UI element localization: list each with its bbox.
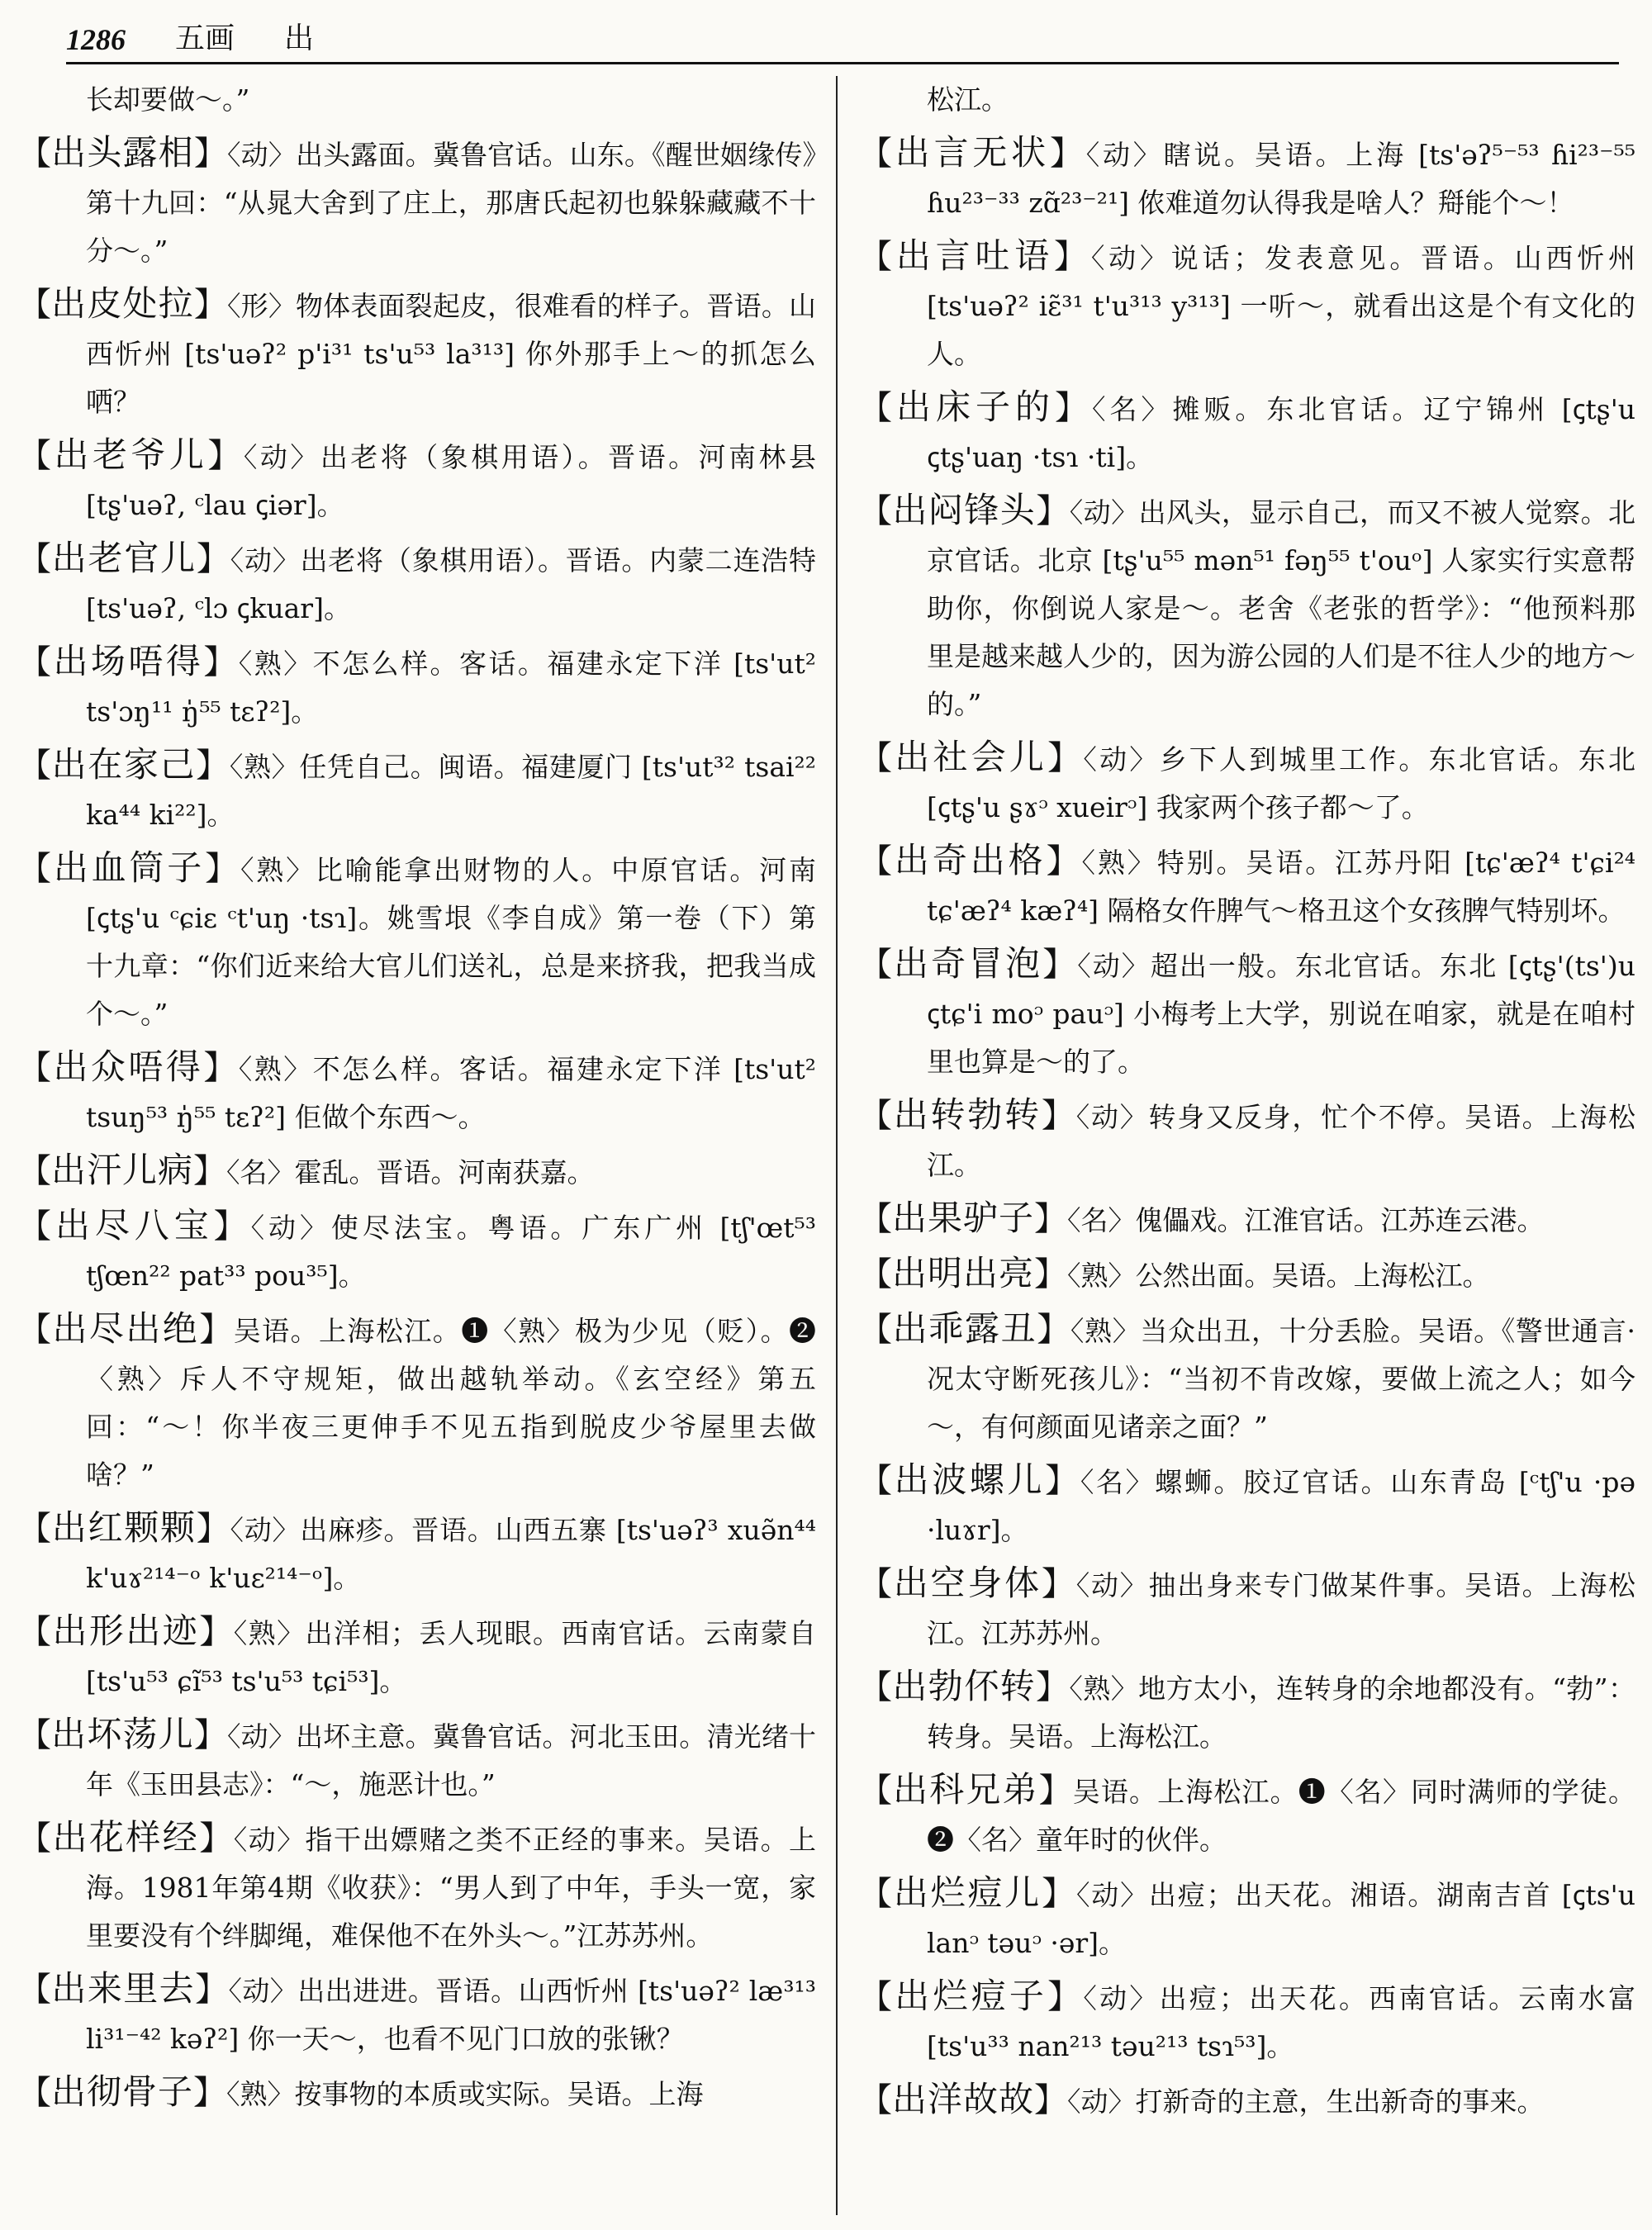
dictionary-entry (18, 1504, 816, 1602)
entry-definition: 〈熟〉比喻能拿出财物的人。中原官话。河南 [ꞔtʂ'u ᶜɕiɛ ᶜt'uŋ ·tsɿ]。姚雪垠《李自成》第一卷（下）第十九章：“你们近来给大官儿们送礼，总是来挤我，把我当成个～。” (86, 854, 816, 1030)
bracket-close: 】 (1054, 238, 1091, 276)
entry-headword: 出场唔得 (53, 641, 204, 681)
entry-definition: 〈名〉螺蛳。胶辽官话。山东青岛 [ᶜtʃ'u ·pə ·luɤr]。 (927, 1466, 1635, 1546)
dictionary-entry (859, 232, 1635, 378)
bracket-open: 【 (859, 1875, 894, 1913)
bracket-close: 】 (1041, 1097, 1076, 1135)
dictionary-entry (859, 1194, 1635, 1245)
bracket-open: 【 (859, 238, 896, 276)
bracket-open: 【 (859, 842, 895, 880)
dictionary-entry (18, 2068, 816, 2118)
entry-headword: 出洋故故 (892, 2079, 1035, 2119)
bracket-close: 】 (213, 1208, 251, 1245)
entry-headword: 出在家己 (51, 744, 197, 785)
entry-headword: 出勃伓转 (892, 1666, 1036, 1706)
entry-headword: 出奇冒泡 (894, 943, 1043, 984)
dictionary-entry (18, 741, 816, 839)
bracket-open: 【 (18, 643, 54, 681)
entry-definition: 〈动〉超出一般。东北官话。东北 [ꞔtʂ'(ts')u ꞔtɕ'i moᵓ pauᵓ] 小梅考上大学，别说在咱家，就是在咱村里也算是～的了。 (927, 950, 1635, 1078)
dictionary-entry (859, 1091, 1635, 1189)
entry-definition: 〈动〉出老将（象棋用语）。晋语。河南林县 [tʂ'uəʔ, ᶜlau ꞔiər]。 (86, 441, 816, 521)
page-number: 1286 (66, 23, 126, 56)
bracket-open: 【 (18, 1152, 51, 1190)
entry-headword: 出言吐语 (895, 235, 1055, 276)
entry-definition: 〈熟〉按事物的本质或实际。吴语。上海 (226, 2078, 704, 2110)
entry-definition: 〈熟〉任凭自己。闽语。福建厦门 [ts'ut³² tsai²² ka⁴⁴ ki²²]。 (86, 751, 816, 831)
dictionary-entry (18, 1814, 816, 1960)
bracket-close: 】 (196, 747, 230, 785)
entry-headword: 出尽八宝 (55, 1205, 214, 1245)
dictionary-entry (859, 837, 1635, 935)
bracket-open: 【 (18, 1820, 53, 1858)
bracket-open: 【 (859, 1668, 893, 1706)
entry-definition: 〈动〉出痘；出天花。西南官话。云南水富 [ts'u³³ nan²¹³ təu²¹³ tsɿ⁵³]。 (927, 1982, 1635, 2062)
bracket-close: 】 (203, 643, 239, 681)
bracket-close: 】 (1046, 842, 1082, 880)
section-label: 五画 (175, 21, 235, 55)
bracket-close: 】 (199, 1311, 234, 1349)
bracket-open: 【 (18, 1510, 52, 1548)
entry-definition: 吴语。上海松江。❶〈名〉同时满师的学徒。❷〈名〉童年时的伙伴。 (927, 1776, 1635, 1856)
dictionary-entry (18, 1965, 816, 2063)
bracket-open: 【 (859, 1200, 892, 1238)
bracket-open: 【 (859, 1097, 894, 1135)
entry-definition: 〈动〉说话；发表意见。晋语。山西忻州 [ts'uəʔ² iɛ̃³¹ t'u³¹³ y³¹³] 一听～，就看出这是个有文化的人。 (927, 242, 1635, 370)
dictionary-entry (859, 1869, 1635, 1967)
bracket-open: 【 (18, 1311, 53, 1349)
entry-headword: 出乖露丑 (892, 1308, 1037, 1349)
entry-headword: 出红颗颗 (51, 1507, 197, 1548)
bracket-close: 】 (193, 135, 227, 173)
entry-definition: 〈熟〉特别。吴语。江苏丹阳 [tɕ'æʔ⁴ t'ɕi²⁴ tɕ'æʔ⁴ kæʔ⁴] 隔格女仵脾气～格丑这个女孩脾气特别坏。 (927, 847, 1635, 927)
bracket-open: 【 (859, 1565, 894, 1603)
dictionary-entry (18, 1146, 816, 1197)
bracket-open: 【 (18, 1049, 54, 1087)
dictionary-entry (18, 1043, 816, 1141)
continuation-text: 松江。 (927, 83, 1009, 116)
entry-headword: 出众唔得 (53, 1046, 204, 1087)
bracket-close: 】 (1042, 946, 1078, 984)
dictionary-entry (18, 1607, 816, 1706)
dictionary-entry (859, 1972, 1635, 2071)
entry-headword: 出烂痘儿 (893, 1872, 1042, 1913)
entry-definition: 〈熟〉出洋相；丢人现眼。西南官话。云南蒙自 [ts'u⁵³ ɕĩ⁵³ ts'u⁵³ tɕi⁵³]。 (86, 1617, 816, 1697)
entry-definition: 〈名〉摊贩。东北官话。辽宁锦州 [ꞔtʂ'u ꞔtʂ'uaŋ ·tsɿ ·ti]。 (927, 393, 1635, 473)
bracket-close: 】 (203, 1049, 239, 1087)
entry-headword: 出明出亮 (892, 1253, 1035, 1293)
bracket-open: 【 (859, 2081, 892, 2119)
column-divider (836, 76, 838, 2215)
bracket-open: 【 (859, 1978, 895, 2016)
left-column (18, 76, 816, 2223)
bracket-close: 】 (1034, 1255, 1068, 1293)
bracket-open: 【 (18, 286, 52, 324)
dictionary-entry (859, 1250, 1635, 1300)
entry-headword: 出烂痘子 (895, 1976, 1048, 2016)
dictionary-entry (859, 383, 1635, 482)
right-entry-list (859, 129, 1635, 2126)
entry-headword: 出来里去 (51, 1968, 196, 2009)
bracket-close: 】 (1041, 1565, 1076, 1603)
bracket-close: 】 (1047, 739, 1084, 777)
bracket-open: 【 (859, 1462, 895, 1500)
bracket-open: 【 (18, 1613, 53, 1651)
bracket-close: 】 (205, 850, 240, 888)
bracket-close: 】 (196, 1510, 230, 1548)
entry-definition: 〈动〉出坏主意。冀鲁官话。河北玉田。清光绪十年《玉田县志》：“～，施恶计也。” (86, 1720, 816, 1801)
entry-headword: 出闷锋头 (892, 490, 1037, 530)
entry-headword: 出彻骨子 (51, 2071, 194, 2112)
entry-definition: 〈熟〉公然出面。吴语。上海松江。 (1067, 1260, 1490, 1292)
bracket-close: 】 (1054, 389, 1092, 427)
bracket-open: 【 (18, 1971, 52, 2009)
dictionary-entry (859, 733, 1635, 832)
entry-headword: 出社会儿 (895, 737, 1048, 777)
dictionary-entry (859, 1766, 1635, 1864)
bracket-open: 【 (859, 135, 895, 173)
dictionary-entry (18, 534, 816, 633)
bracket-close: 】 (1036, 492, 1070, 530)
entry-headword: 出奇出格 (894, 840, 1047, 880)
bracket-close: 】 (199, 1613, 234, 1651)
bracket-close: 】 (1047, 1978, 1084, 2016)
entry-headword: 出果驴子 (892, 1198, 1035, 1238)
entry-headword: 出形出迹 (52, 1611, 200, 1651)
entry-headword: 出尽出绝 (52, 1308, 200, 1349)
bracket-open: 【 (18, 437, 55, 475)
entry-definition: 〈动〉抽出身来专门做某件事。吴语。上海松江。江苏苏州。 (927, 1569, 1635, 1649)
entry-definition: 〈动〉出头露面。冀鲁官话。山东。《醒世姻缘传》第十九回：“从晁大舍到了庄上，那唐氏起初也躲躲藏藏不十分～。” (86, 139, 816, 267)
entry-definition: 〈熟〉地方太小，连转身的余地都没有。“勃”：转身。吴语。上海松江。 (927, 1672, 1635, 1753)
bracket-open: 【 (859, 1255, 892, 1293)
bracket-open: 【 (18, 2074, 51, 2112)
bracket-open: 【 (18, 540, 52, 578)
dictionary-entry (18, 129, 816, 275)
bracket-open: 【 (18, 747, 52, 785)
bracket-close: 】 (193, 1152, 227, 1190)
bracket-open: 【 (859, 1311, 893, 1349)
entry-headword: 出汗儿病 (51, 1150, 194, 1190)
entry-headword: 出转勃转 (893, 1094, 1042, 1135)
dictionary-entry (859, 1456, 1635, 1554)
page-header (66, 15, 1619, 64)
bracket-close: 】 (1038, 1772, 1073, 1810)
bracket-close: 】 (196, 540, 230, 578)
bracket-open: 【 (18, 135, 52, 173)
bracket-close: 】 (1042, 1875, 1076, 1913)
entry-headword: 出老爷儿 (54, 434, 208, 475)
bracket-open: 【 (18, 1208, 55, 1245)
entry-definition: 吴语。上海松江。❶〈熟〉极为少见（贬）。❷〈熟〉斥人不守规矩，做出越轨举动。《玄空经》第五回：“～！你半夜三更伸手不见五指到脱皮少爷屋里去做啥？” (86, 1315, 816, 1491)
entry-definition: 〈熟〉当众出丑，十分丢脸。吴语。《警世通言·况太守断死孩儿》：“当初不肯改嫁，要做上流之人；如今～，有何颜面见诸亲之面？” (927, 1315, 1635, 1443)
bracket-close: 】 (1049, 135, 1086, 173)
entry-definition: 〈动〉打新奇的主意，生出新奇的事来。 (1067, 2085, 1545, 2118)
left-entry-list (18, 129, 816, 2118)
bracket-close: 】 (199, 1820, 234, 1858)
entry-definition: 〈动〉使尽法宝。粤语。广东广州 [tʃ'œt⁵³ tʃœn²² pat³³ pou³⁵]。 (86, 1212, 816, 1292)
entry-headword: 出空身体 (893, 1563, 1042, 1603)
bracket-open: 【 (859, 739, 895, 777)
bracket-close: 】 (1036, 1668, 1070, 1706)
entry-definition: 〈名〉霍乱。晋语。河南获嘉。 (226, 1156, 595, 1189)
dictionary-entry (859, 486, 1635, 728)
dictionary-entry (859, 1663, 1635, 1761)
bracket-open: 【 (18, 850, 54, 888)
entry-headword: 出血筒子 (53, 847, 206, 888)
entry-definition: 〈形〉物体表面裂起皮，很难看的样子。晋语。山西忻州 [ts'uəʔ² p'i³¹ ts'u⁵³ la³¹³] 你外那手上～的抓怎么哂？ (86, 290, 816, 418)
dictionary-entry (18, 844, 816, 1038)
bracket-open: 【 (859, 389, 896, 427)
bracket-open: 【 (18, 1716, 52, 1754)
dictionary-entry (18, 280, 816, 426)
entry-headword: 出坏荡儿 (51, 1714, 194, 1754)
dictionary-entry (859, 2076, 1635, 2126)
entry-definition: 〈动〉出风头，显示自己，而又不被人觉察。北京官话。北京 [tʂ'u⁵⁵ mən⁵¹ fəŋ⁵⁵ t'ouᵒ] 人家实行实意帮助你，你倒说人家是～。老舍《老张的哲学》：“他预料那里是越来越人少的，因为游公园的人们是不往人少的地方～的。” (927, 496, 1635, 720)
bracket-close: 】 (193, 2074, 227, 2112)
entry-headword: 出花样经 (52, 1817, 200, 1858)
dictionary-entry (859, 129, 1635, 227)
bracket-close: 】 (195, 1971, 229, 2009)
entry-definition: 〈动〉出出进进。晋语。山西忻州 [ts'uəʔ² læ³¹³ li³¹⁻⁴² kəʔ²] 你一天～，也看不见门口放的张锹？ (86, 1975, 816, 2055)
entry-definition: 〈动〉瞎说。吴语。上海 [ts'əʔ⁵⁻⁵³ ɦi²³⁻⁵⁵ ɦu²³⁻³³ zɑ̃²³⁻²¹] 侬难道勿认得我是啥人？搿能个～！ (927, 139, 1635, 219)
entry-definition: 〈动〉转身又反身，忙个不停。吴语。上海松江。 (927, 1101, 1635, 1181)
entry-headword: 出言无状 (895, 132, 1050, 173)
dictionary-entry (859, 940, 1635, 1086)
entry-headword: 出皮处拉 (51, 283, 194, 324)
entry-headword: 出老官儿 (51, 538, 197, 578)
dictionary-entry (859, 1559, 1635, 1658)
entry-definition: 〈动〉指干出嫖赌之类不正经的事来。吴语。上海。1981年第4期《收获》：“男人到了中年，手头一宽，家里要没有个绊脚绳，难保他不在外头～。”江苏苏州。 (86, 1824, 816, 1952)
entry-headword: 出科兄弟 (893, 1769, 1039, 1810)
entry-headword: 出波螺儿 (894, 1459, 1046, 1500)
bracket-close: 】 (1034, 1200, 1068, 1238)
entry-definition: 〈熟〉不怎么样。客话。福建永定下洋 [ts'ut² ts'ɔŋ¹¹ ŋ̍⁵⁵ tɛʔ²]。 (86, 648, 816, 728)
bracket-close: 】 (1034, 2081, 1068, 2119)
continuation-text: 长却要做～。” (86, 83, 250, 116)
bracket-open: 【 (859, 492, 893, 530)
entry-headword: 出头露相 (51, 132, 194, 173)
entry-definition: 〈熟〉不怎么样。客话。福建永定下洋 [ts'ut² tsuŋ⁵³ ŋ̍⁵⁵ tɛʔ²] 佢做个东西～。 (86, 1053, 816, 1133)
right-column (859, 76, 1635, 2223)
entry-definition: 〈动〉出麻疹。晋语。山西五寨 [ts'uəʔ³ xuə̃n⁴⁴ k'uɤ²¹⁴⁻ᵒ k'uɛ²¹⁴⁻ᵒ]。 (86, 1514, 816, 1594)
head-character: 出 (284, 21, 315, 55)
bracket-close: 】 (207, 437, 244, 475)
entry-definition: 〈名〉傀儡戏。江淮官话。江苏连云港。 (1067, 1204, 1545, 1236)
bracket-close: 】 (1045, 1462, 1080, 1500)
entry-definition: 〈动〉出老将（象棋用语）。晋语。内蒙二连浩特 [ts'uəʔ, ᶜlɔ ꞔkuar]。 (86, 544, 816, 624)
entry-headword: 出床子的 (896, 387, 1055, 427)
bracket-close: 】 (1037, 1311, 1070, 1349)
bracket-open: 【 (859, 946, 895, 984)
dictionary-entry (18, 431, 816, 529)
dictionary-entry (859, 1305, 1635, 1451)
bracket-open: 【 (859, 1772, 894, 1810)
dictionary-entry (18, 1305, 816, 1499)
dictionary-entry (18, 1202, 816, 1300)
dictionary-entry (18, 1710, 816, 1809)
entry-definition: 〈动〉出痘；出天花。湘语。湖南吉首 [ꞔts'u lanᵓ təuᵓ ·ər]。 (927, 1879, 1635, 1959)
entry-definition: 〈动〉乡下人到城里工作。东北官话。东北 [ꞔtʂ'u ʂɤᵓ xueirᵓ] 我家两个孩子都～了。 (927, 743, 1635, 823)
dictionary-entry (18, 638, 816, 736)
bracket-close: 】 (193, 286, 228, 324)
bracket-close: 】 (193, 1716, 228, 1754)
